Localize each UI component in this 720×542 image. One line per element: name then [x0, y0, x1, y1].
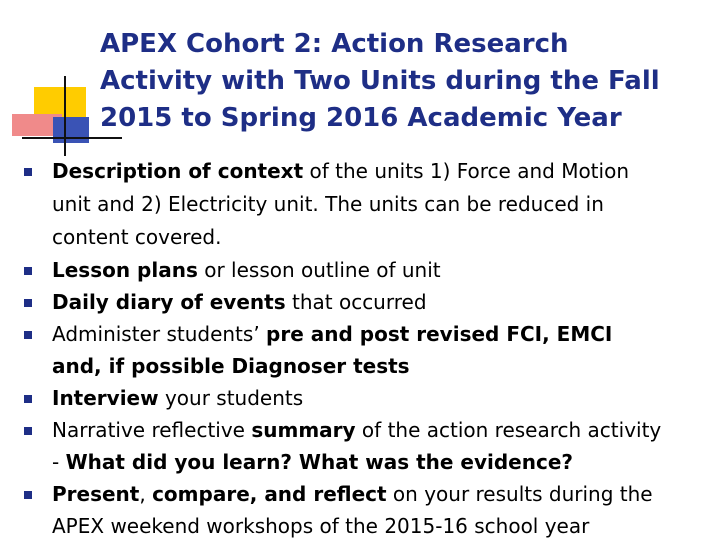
text: -: [52, 450, 66, 474]
bold-text: Description of context: [52, 159, 304, 183]
square-bullet-icon: [24, 267, 32, 275]
bullet-item: [20, 382, 710, 414]
bullet-item: [20, 414, 710, 478]
square-bullet-icon: [24, 168, 32, 176]
bold-text: Present: [52, 482, 140, 506]
text: Narrative reflective: [52, 418, 252, 442]
bold-text: Lesson plans: [52, 258, 198, 282]
bullet-line: [52, 286, 710, 318]
square-bullet-icon: [24, 395, 32, 403]
text: ,: [139, 482, 153, 506]
bold-text: Interview: [52, 386, 159, 410]
bullet-item: [20, 254, 710, 286]
text: content covered.: [52, 225, 222, 249]
text: or lesson outline of unit: [197, 258, 441, 282]
bullet-line: [52, 155, 710, 188]
bullet-item: [20, 478, 710, 542]
text: your students: [158, 386, 304, 410]
square-bullet-icon: [24, 427, 32, 435]
bullet-list: [20, 155, 710, 542]
text: that occurred: [285, 290, 427, 314]
bold-text: What did you learn? What was the evidence?: [65, 450, 573, 474]
bullet-line: [52, 318, 710, 350]
square-bullet-icon: [24, 299, 32, 307]
title-line-3: 2015 to Spring 2016 Academic Year: [100, 103, 622, 133]
bullet-line: [52, 382, 710, 414]
bold-text: Daily diary of events: [52, 290, 286, 314]
bullet-line: [52, 254, 710, 286]
bold-text: compare, and reflect: [152, 482, 387, 506]
title-line-2: Activity with Two Units during the Fall: [100, 66, 660, 96]
bullet-line: [52, 221, 710, 254]
text: unit and 2) Electricity unit. The units can be reduced in: [52, 192, 604, 216]
text: of the action research activity: [355, 418, 662, 442]
bold-text: and, if possible Diagnoser tests: [52, 354, 410, 378]
square-bullet-icon: [24, 491, 32, 499]
bullet-item: [20, 286, 710, 318]
decor-blue-square: [53, 117, 89, 143]
decor-horizontal-line: [22, 137, 122, 139]
slide-title: [100, 26, 710, 137]
square-bullet-icon: [24, 331, 32, 339]
text: on your results during the: [386, 482, 653, 506]
text: Administer students’: [52, 322, 267, 346]
decor-vertical-line: [64, 76, 66, 156]
bold-text: pre and post revised FCI, EMCI: [266, 322, 613, 346]
text: APEX weekend workshops of the 2015-16 school year: [52, 514, 590, 538]
bullet-item: [20, 155, 710, 254]
bullet-line: [52, 478, 710, 510]
title-line-1: APEX Cohort 2: Action Research: [100, 29, 569, 59]
bullet-line: [52, 510, 710, 542]
bullet-line: [52, 188, 710, 221]
bullet-line: [52, 350, 710, 382]
text: of the units 1) Force and Motion: [303, 159, 629, 183]
bullet-line: [52, 446, 710, 478]
bullet-item: [20, 318, 710, 382]
bullet-line: [52, 414, 710, 446]
bold-text: summary: [251, 418, 356, 442]
